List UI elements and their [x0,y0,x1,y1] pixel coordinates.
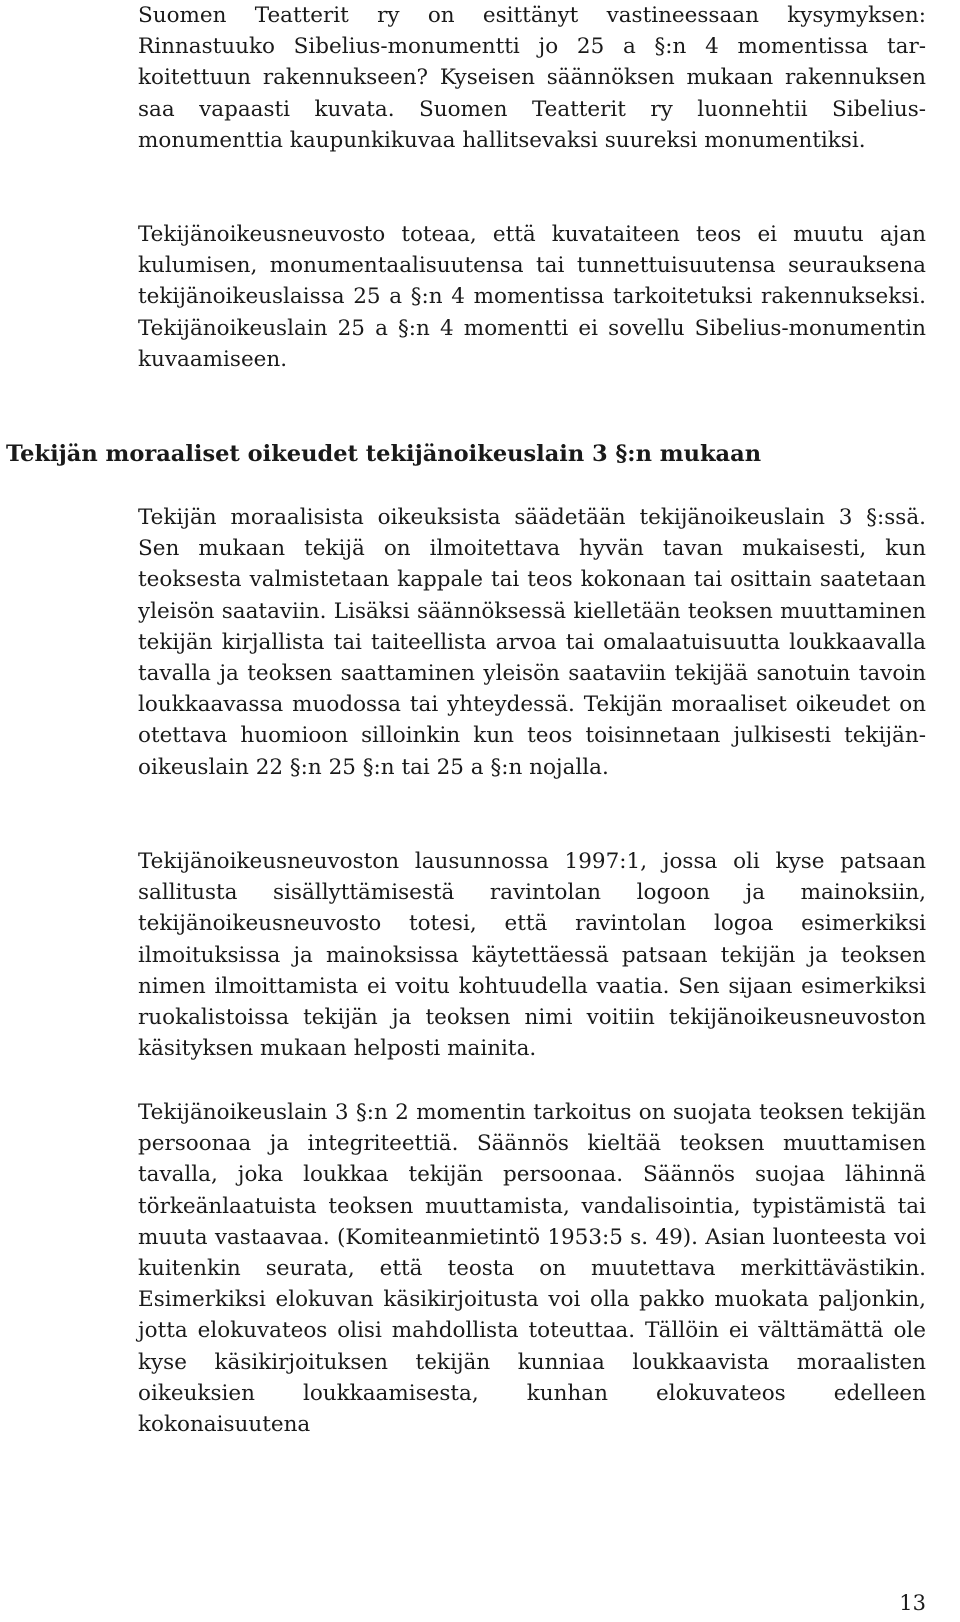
page-number: 13 [899,1591,926,1615]
paragraph-moraaliset-oikeudet: Tekijän moraalisista oikeuksista säädetään tekijänoikeuslain 3 §:ssä. Sen mukaan tekijä on ilmoitettava hyvän tavan mukaisesti, kun teoksesta valmistetaan kappale tai teos kokonaan tai osittain saatetaan yleisön saataviin. Lisäksi säännöksessä kielletään teoksen muuttaminen tekijän kirjallista tai taiteellista arvoa tai omalaatuisuutta loukkaavalla tavalla ja teoksen saattaminen yleisön saataviin tekijää sanotuin tavoin loukkaavassa muodossa tai yhteydessä. Tekijän moraaliset oikeudet on otettava huomioon silloinkin kun teos toisinnetaan julkisesti tekijänoikeuslain 22 §:n 25 §:n tai 25 a §:n nojalla. [138,505,926,780]
paragraph-lausunto-1997: Tekijänoikeusneuvoston lausunnossa 1997:1, jossa oli kyse patsaan sallitusta sisällyttämisestä ravintolan logoon ja mainoksiin, tekijänoikeusneuvosto totesi, että ravintolan logoa esimerkiksi ilmoituksissa ja mainoksissa käytettäessä patsaan tekijän ja teoksen nimen ilmoittamista ei voitu kohtuudella vaatia. Sen sijaan esimerkiksi ruokalistoissa tekijän ja teoksen nimi voitiin tekijänoikeusneuvoston käsityksen mukaan helposti mainita. [138,849,926,1062]
paragraph-integriteetti: Tekijänoikeuslain 3 §:n 2 momentin tarkoitus on suojata teoksen tekijän persoonaa ja integriteettiä. Säännös kieltää teoksen muuttamisen tavalla, joka loukkaa tekijän persoonaa. Säännös suojaa lähinnä törkeänlaatuista teoksen muuttamista, vandalisointia, typistämistä tai muuta vastaavaa. (Komiteanmietintö 1953:5 s. 49). Asian luonteesta voi kuitenkin seurata, että teosta on muutettava merkittävästikin. Esimerkiksi elokuvan käsikirjoitusta voi olla pakko muokata paljonkin, jotta elokuvateos olisi mahdollista toteuttaa. Tällöin ei välttämättä ole kyse käsikirjoituksen tekijän kunniaa loukkaavista moraalisten oikeuksien loukkaamisesta, kunhan elokuvateos edelleen kokonaisuutena [138,1100,926,1438]
paragraph-neuvosto-toteaa: Tekijänoikeusneuvosto toteaa, että kuvataiteen teos ei muutu ajan kulumisen, monumentaalisuutensa tai tunnettuisuutensa seurauksena tekijänoikeuslaissa 25 a §:n 4 momentissa tarkoitetuksi rakennukseksi. Tekijänoikeuslain 25 a §:n 4 momentti ei sovellu Sibelius-monumentin kuvaamiseen. [138,222,926,372]
section-heading: Tekijän moraaliset oikeudet tekijänoikeuslain 3 §:n mukaan [6,441,762,467]
paragraph-suomen-teatterit: Suomen Teatterit ry on esittänyt vastineessaan kysymyksen: Rinnastuuko Sibelius-monumentti jo 25 a §:n 4 momentissa tarkoitettuun rakennukseen? Kyseisen säännöksen mukaan rakennuksen saa vapaasti kuvata. Suomen Teatterit ry luonnehtii Sibelius-monumenttia kaupunkikuvaa hallitsevaksi suureksi monumentiksi. [138,3,926,153]
